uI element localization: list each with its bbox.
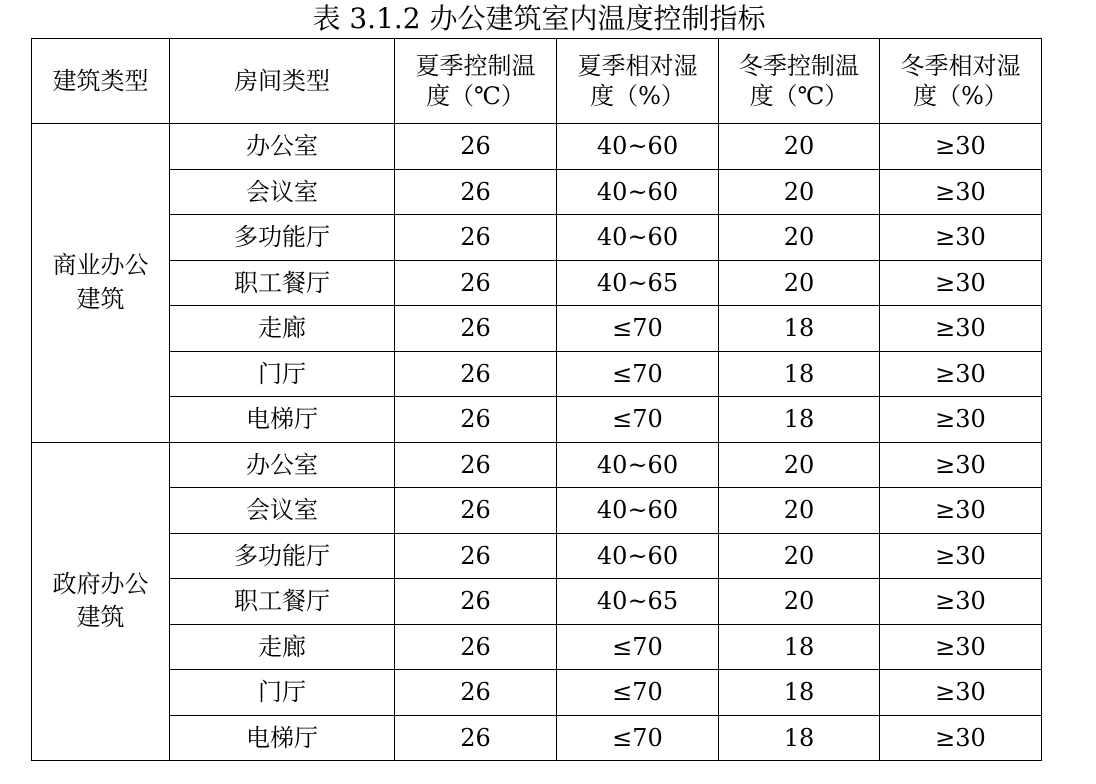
winter-temp-cell: 20 <box>719 533 880 579</box>
building-type-label-line: 政府办公 <box>52 569 149 598</box>
summer-temp-cell: 26 <box>395 351 557 397</box>
temperature-control-table <box>31 38 1042 761</box>
winter-humidity-cell: ≥30 <box>880 215 1042 261</box>
winter-temp-cell: 20 <box>719 169 880 215</box>
winter-humidity-cell: ≥30 <box>880 488 1042 534</box>
room-type-cell: 多功能厅 <box>170 215 395 261</box>
winter-humidity-cell: ≥30 <box>880 397 1042 443</box>
winter-temp-cell: 18 <box>719 670 880 716</box>
summer-humidity-cell: 40~60 <box>557 124 719 170</box>
room-type-cell: 走廊 <box>170 306 395 352</box>
room-type-cell: 办公室 <box>170 442 395 488</box>
table-row <box>32 351 1042 397</box>
summer-humidity-cell: ≤70 <box>557 397 719 443</box>
summer-temp-cell: 26 <box>395 397 557 443</box>
winter-humidity-cell: ≥30 <box>880 260 1042 306</box>
winter-temp-cell: 20 <box>719 442 880 488</box>
winter-temp-cell: 18 <box>719 715 880 761</box>
header-winter-humidity-line: 冬季相对湿 <box>900 52 1021 80</box>
header-winter-temp-line: 度（℃） <box>749 82 849 110</box>
header-winter-humidity <box>880 39 1042 124</box>
building-type-label-line: 建筑 <box>76 603 125 632</box>
room-type-cell: 门厅 <box>170 351 395 397</box>
table-row <box>32 488 1042 534</box>
room-type-cell: 电梯厅 <box>170 397 395 443</box>
winter-humidity-cell: ≥30 <box>880 624 1042 670</box>
table-body <box>32 124 1042 761</box>
summer-temp-cell: 26 <box>395 260 557 306</box>
room-type-cell: 走廊 <box>170 624 395 670</box>
table-caption: 表 3.1.2 办公建筑室内温度控制指标 <box>312 2 766 35</box>
header-row <box>32 39 1042 124</box>
header-room-type: 房间类型 <box>170 39 395 124</box>
winter-humidity-cell: ≥30 <box>880 670 1042 716</box>
table-row <box>32 624 1042 670</box>
summer-humidity-cell: ≤70 <box>557 670 719 716</box>
summer-temp-cell: 26 <box>395 124 557 170</box>
table-row <box>32 397 1042 443</box>
table-row <box>32 306 1042 352</box>
table-row <box>32 215 1042 261</box>
winter-temp-cell: 20 <box>719 260 880 306</box>
winter-humidity-cell: ≥30 <box>880 533 1042 579</box>
table-row <box>32 169 1042 215</box>
header-summer-temp-line: 夏季控制温 <box>415 52 536 80</box>
winter-humidity-cell: ≥30 <box>880 169 1042 215</box>
summer-temp-cell: 26 <box>395 488 557 534</box>
building-type-label-line: 商业办公 <box>52 251 149 280</box>
summer-temp-cell: 26 <box>395 624 557 670</box>
winter-temp-cell: 18 <box>719 306 880 352</box>
room-type-cell: 门厅 <box>170 670 395 716</box>
summer-humidity-cell: ≤70 <box>557 715 719 761</box>
summer-humidity-cell: 40~60 <box>557 215 719 261</box>
summer-humidity-cell: ≤70 <box>557 306 719 352</box>
summer-humidity-cell: 40~60 <box>557 488 719 534</box>
winter-humidity-cell: ≥30 <box>880 715 1042 761</box>
winter-humidity-cell: ≥30 <box>880 579 1042 625</box>
header-winter-humidity-line: 度（%） <box>913 82 1008 110</box>
building-type-label-line: 建筑 <box>76 284 125 313</box>
table-row <box>32 579 1042 625</box>
table-row <box>32 442 1042 488</box>
room-type-cell: 职工餐厅 <box>170 579 395 625</box>
summer-temp-cell: 26 <box>395 306 557 352</box>
winter-temp-cell: 18 <box>719 351 880 397</box>
winter-temp-cell: 18 <box>719 624 880 670</box>
header-summer-temp-line: 度（℃） <box>426 82 525 110</box>
winter-humidity-cell: ≥30 <box>880 124 1042 170</box>
summer-temp-cell: 26 <box>395 215 557 261</box>
summer-humidity-cell: 40~60 <box>557 169 719 215</box>
building-type-cell <box>32 124 170 443</box>
header-summer-humidity-line: 夏季相对湿 <box>577 52 698 80</box>
summer-humidity-cell: 40~65 <box>557 260 719 306</box>
table-row <box>32 533 1042 579</box>
winter-humidity-cell: ≥30 <box>880 442 1042 488</box>
winter-temp-cell: 20 <box>719 124 880 170</box>
room-type-cell: 电梯厅 <box>170 715 395 761</box>
winter-temp-cell: 20 <box>719 579 880 625</box>
winter-temp-cell: 20 <box>719 215 880 261</box>
summer-temp-cell: 26 <box>395 715 557 761</box>
summer-humidity-cell: ≤70 <box>557 624 719 670</box>
table-row <box>32 715 1042 761</box>
header-winter-temp-line: 冬季控制温 <box>739 52 859 80</box>
summer-humidity-cell: 40~60 <box>557 442 719 488</box>
summer-temp-cell: 26 <box>395 579 557 625</box>
winter-temp-cell: 20 <box>719 488 880 534</box>
building-type-cell <box>32 442 170 761</box>
winter-humidity-cell: ≥30 <box>880 306 1042 352</box>
summer-temp-cell: 26 <box>395 533 557 579</box>
room-type-cell: 办公室 <box>170 124 395 170</box>
winter-humidity-cell: ≥30 <box>880 351 1042 397</box>
header-summer-temp <box>395 39 557 124</box>
winter-temp-cell: 18 <box>719 397 880 443</box>
table-row <box>32 124 1042 170</box>
summer-humidity-cell: 40~65 <box>557 579 719 625</box>
summer-humidity-cell: ≤70 <box>557 351 719 397</box>
room-type-cell: 多功能厅 <box>170 533 395 579</box>
header-winter-temp <box>719 39 880 124</box>
header-building-type: 建筑类型 <box>32 39 170 124</box>
summer-humidity-cell: 40~60 <box>557 533 719 579</box>
table-row <box>32 260 1042 306</box>
room-type-cell: 职工餐厅 <box>170 260 395 306</box>
room-type-cell: 会议室 <box>170 169 395 215</box>
table-row <box>32 670 1042 716</box>
summer-temp-cell: 26 <box>395 442 557 488</box>
header-summer-humidity-line: 度（%） <box>590 82 685 110</box>
summer-temp-cell: 26 <box>395 670 557 716</box>
header-summer-humidity <box>557 39 719 124</box>
summer-temp-cell: 26 <box>395 169 557 215</box>
room-type-cell: 会议室 <box>170 488 395 534</box>
